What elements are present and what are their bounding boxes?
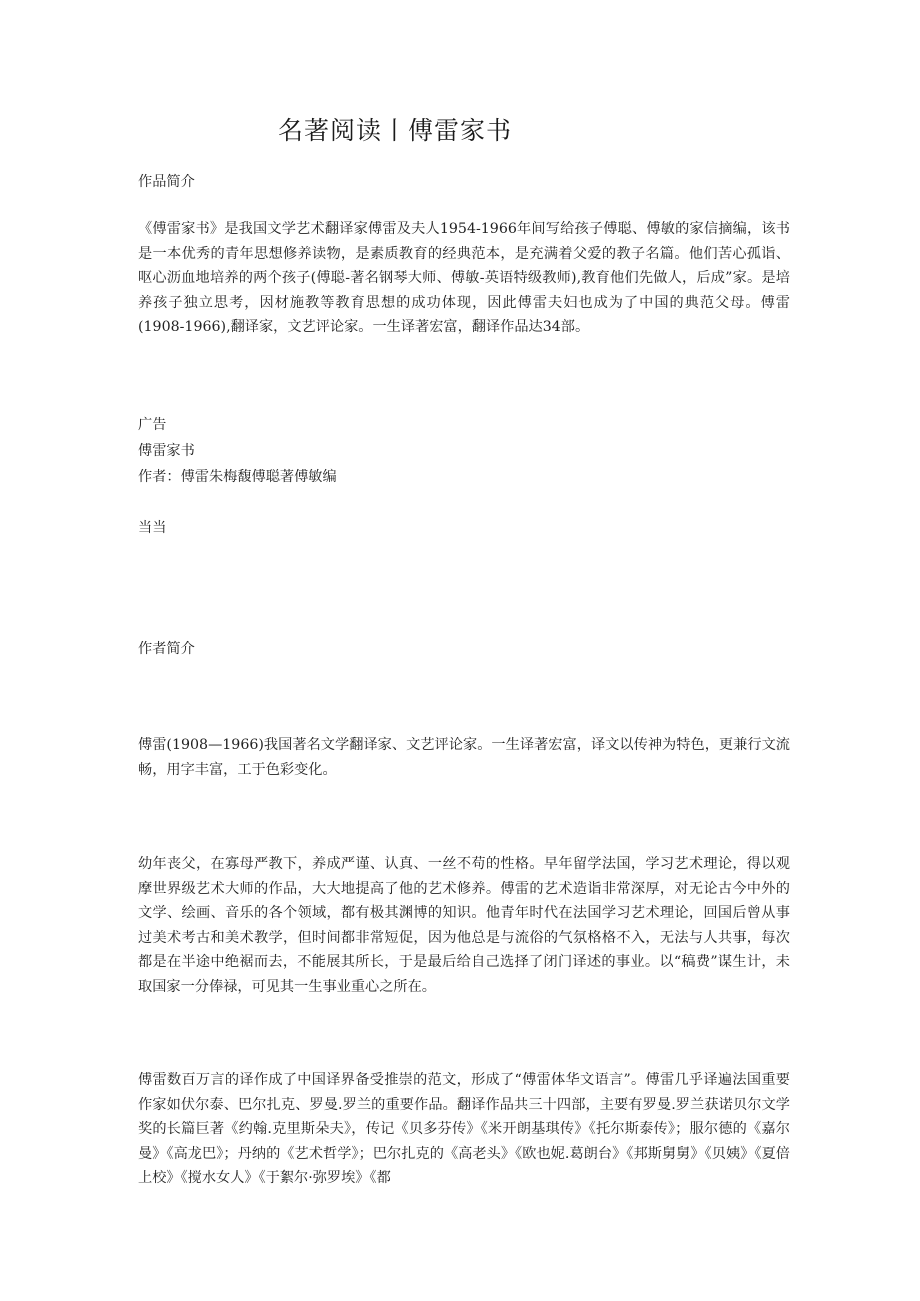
author-intro-heading: 作者简介: [138, 641, 195, 657]
ad-store-label: 当当: [138, 520, 167, 536]
work-intro-heading: 作品简介: [138, 174, 195, 190]
author-paragraph-1: 傅雷(1908—1966)我国著名文学翻译家、文艺评论家。一生译著宏富，译文以传神为特色，更兼行文流畅，用字丰富，工于色彩变化。: [138, 737, 790, 778]
ad-book-title: 傅雷家书: [138, 443, 195, 459]
ad-author-line: 作者：傅雷朱梅馥傅聪著傅敏编: [138, 469, 337, 485]
page-title: 名著阅读丨傅雷家书: [278, 116, 513, 145]
author-paragraph-3: 傅雷数百万言的译作成了中国译界备受推崇的范文，形成了“傅雷体华文语言”。傅雷几乎译遍法国重要作家如伏尔泰、巴尔扎克、罗曼.罗兰的重要作品。翻译作品共三十四部，主要有罗曼.罗兰获诺贝尔文学奖的长篇巨著《约翰.克里斯朵夫》，传记《贝多芬传》《米开朗基琪传》《托尔斯泰传》；服尔德的《嘉尔曼》《高龙巴》；丹纳的《艺术哲学》；巴尔扎克的《高老头》《欧也妮.葛朗台》《邦斯舅舅》《贝姨》《夏倍上校》《搅水女人》《于絮尔·弥罗埃》《都: [138, 1072, 790, 1186]
work-intro-paragraph: 《傅雷家书》是我国文学艺术翻译家傅雷及夫人1954-1966年间写给孩子傅聪、傅敏的家信摘编，该书是一本优秀的青年思想修养读物，是素质教育的经典范本，是充满着父爱的教子名篇。他们苦心孤诣、呕心沥血地培养的两个孩子(傅聪-著名钢琴大师、傅敏-英语特级教师),教育他们先做人，后成”家。是培养孩子独立思考，因材施教等教育思想的成功体现，因此傅雷夫妇也成为了中国的典范父母。傅雷(1908-1966),翻译家，文艺评论家。一生译著宏富，翻译作品达34部。: [138, 221, 790, 335]
ad-label: 广告: [138, 417, 167, 433]
author-paragraph-2: 幼年丧父，在寡母严教下，养成严谨、认真、一丝不苟的性格。早年留学法国，学习艺术理论，得以观摩世界级艺术大师的作品，大大地提高了他的艺术修养。傅雷的艺术造诣非常深厚，对无论古今中外的文学、绘画、音乐的各个领域，都有极其渊博的知识。他青年时代在法国学习艺术理论，回国后曾从事过美术考古和美术教学，但时间都非常短促，因为他总是与流俗的气氛格格不入，无法与人共事，每次都是在半途中绝裾而去，不能展其所长，于是最后给自己选择了闭门译述的事业。以“稿费”谋生计，未取国家一分俸禄，可见其一生事业重心之所在。: [138, 856, 790, 995]
